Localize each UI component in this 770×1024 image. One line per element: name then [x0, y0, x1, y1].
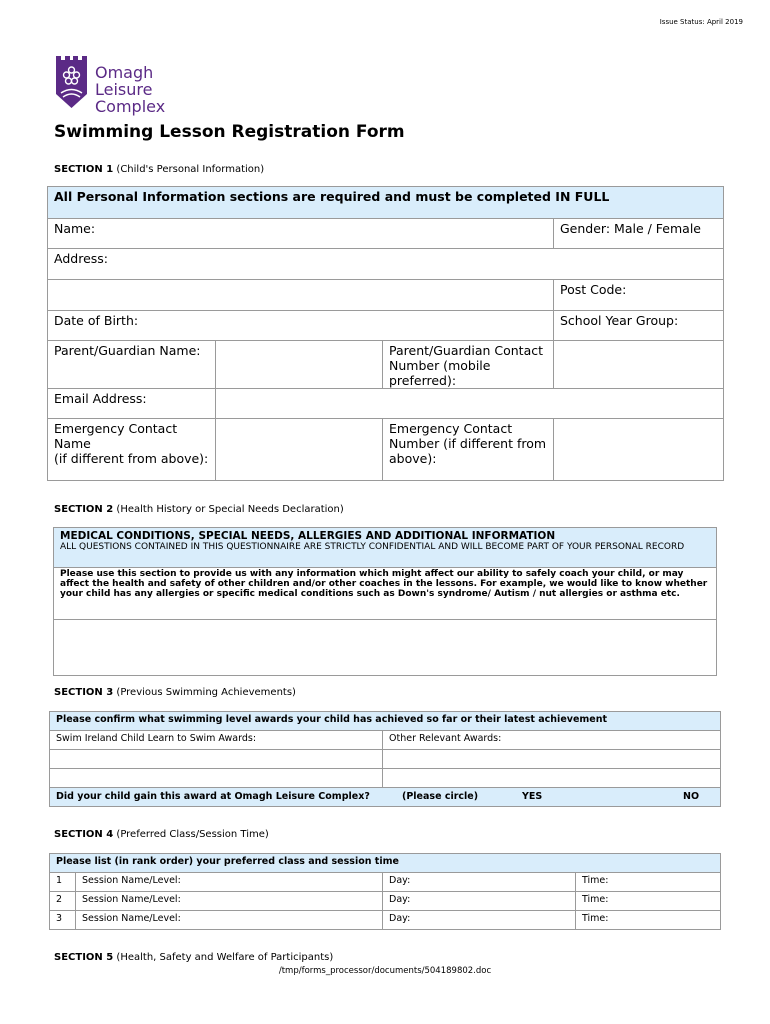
section-5-heading — [54, 952, 333, 963]
address-label: Address: — [54, 251, 108, 266]
document-path: /tmp/forms_processor/documents/504189802.doc — [278, 966, 492, 976]
personal-info-header: All Personal Information sections are required and must be completed IN FULL — [48, 187, 724, 219]
parent-name-label-cell — [48, 341, 216, 389]
time-field[interactable] — [576, 892, 721, 911]
day-field[interactable] — [383, 911, 576, 930]
gender-label: Gender: Male / Female — [560, 221, 701, 236]
personal-info-table — [47, 186, 724, 481]
section-5-desc: (Health, Safety and Welfare of Participants) — [113, 952, 334, 963]
section-1-label: SECTION 1 — [54, 164, 114, 175]
day-label: Day: — [389, 894, 411, 905]
section-1-heading — [54, 164, 264, 175]
page-title: Swimming Lesson Registration Form — [54, 122, 405, 142]
rank-number: 2 — [50, 892, 76, 911]
awards-table — [49, 711, 721, 807]
session-name-label: Session Name/Level: — [82, 875, 181, 886]
time-label: Time: — [582, 875, 609, 886]
address-field-end[interactable] — [554, 249, 724, 280]
day-label: Day: — [389, 913, 411, 924]
time-field[interactable] — [576, 873, 721, 892]
day-field[interactable] — [383, 892, 576, 911]
name-label: Name: — [54, 221, 96, 236]
no-option[interactable]: NO — [683, 791, 700, 802]
section-2-heading — [54, 504, 344, 515]
section-4-label: SECTION 4 — [54, 829, 114, 840]
session-name-label: Session Name/Level: — [82, 913, 181, 924]
awards-header: Please confirm what swimming level awards your child has achieved so far or their latest achievement — [50, 712, 721, 731]
post-code-label: Post Code: — [560, 282, 627, 297]
yes-option[interactable]: YES — [522, 791, 543, 802]
swim-ireland-awards-input[interactable] — [50, 750, 383, 769]
award-at-olc-question — [50, 788, 721, 807]
medical-header-sub: ALL QUESTIONS CONTAINED IN THIS QUESTIONNAIRE ARE STRICTLY CONFIDENTIAL AND WILL BECOME PART OF YOUR PERSONAL RECORD — [60, 542, 685, 552]
emergency-number-input[interactable] — [554, 419, 724, 481]
session-name-field[interactable] — [76, 911, 383, 930]
parent-contact-label-cell — [383, 341, 554, 389]
day-field[interactable] — [383, 873, 576, 892]
emergency-name-label: Emergency Contact Name (if different from above): — [48, 419, 216, 481]
parent-contact-input[interactable] — [554, 341, 724, 389]
session-preferences-table — [49, 853, 721, 930]
post-code-field[interactable] — [554, 280, 724, 311]
medical-table — [53, 527, 717, 676]
address-field[interactable] — [48, 249, 554, 280]
email-label: Email Address: — [54, 391, 147, 406]
section-5-label: SECTION 5 — [54, 952, 114, 963]
rank-number: 1 — [50, 873, 76, 892]
school-year-label: School Year Group: — [560, 313, 679, 328]
session-row — [50, 892, 721, 911]
parent-contact-label: Parent/Guardian Contact Number (mobile preferred): — [389, 343, 544, 388]
swim-ireland-awards-input-2[interactable] — [50, 769, 383, 788]
emergency-number-label-cell — [383, 419, 554, 481]
time-field[interactable] — [576, 911, 721, 930]
section-4-heading — [54, 829, 269, 840]
section-3-desc: (Previous Swimming Achievements) — [113, 687, 296, 698]
session-name-field[interactable] — [76, 892, 383, 911]
swim-ireland-awards-label: Swim Ireland Child Learn to Swim Awards: — [56, 733, 257, 744]
other-awards-label: Other Relevant Awards: — [389, 733, 502, 744]
address-line-2[interactable] — [48, 280, 554, 311]
emergency-name-input[interactable] — [216, 419, 383, 481]
gender-field[interactable] — [554, 219, 724, 249]
time-label: Time: — [582, 913, 609, 924]
swim-ireland-awards-cell — [50, 731, 383, 750]
medical-header — [54, 528, 717, 568]
parent-name-label: Parent/Guardian Name: — [54, 343, 201, 358]
section-4-desc: (Preferred Class/Session Time) — [113, 829, 269, 840]
dob-label: Date of Birth: — [54, 313, 139, 328]
session-name-label: Session Name/Level: — [82, 894, 181, 905]
section-2-label: SECTION 2 — [54, 504, 114, 515]
dob-field[interactable] — [48, 311, 554, 341]
medical-info-input[interactable] — [54, 620, 717, 676]
session-header: Please list (in rank order) your preferred class and session time — [50, 854, 721, 873]
medical-instructions: Please use this section to provide us with any information which might affect our ability to safely coach your child, or may affect the health and safety of other children and/or other coaches in the lessons. For example, we would like to know whether your child has any allergies or specific medical conditions such as Down's syndrome/ Autism / nut allergies or asthma etc. — [54, 568, 717, 620]
section-1-desc: (Child's Personal Information) — [113, 164, 265, 175]
session-row — [50, 911, 721, 930]
castle-crest-icon — [55, 56, 88, 108]
please-circle: (Please circle) — [402, 791, 479, 802]
session-row — [50, 873, 721, 892]
email-label-cell — [48, 389, 216, 419]
section-3-label: SECTION 3 — [54, 687, 114, 698]
other-awards-input-2[interactable] — [383, 769, 721, 788]
issue-status: Issue Status: April 2019 — [659, 18, 743, 26]
section-3-heading — [54, 687, 296, 698]
name-field[interactable] — [48, 219, 554, 249]
award-question: Did your child gain this award at Omagh Leisure Complex? — [56, 791, 370, 802]
medical-header-title: MEDICAL CONDITIONS, SPECIAL NEEDS, ALLERGIES AND ADDITIONAL INFORMATION — [60, 530, 556, 542]
rank-number: 3 — [50, 911, 76, 930]
school-year-field[interactable] — [554, 311, 724, 341]
logo-line-1: Omagh — [95, 63, 154, 82]
other-awards-input[interactable] — [383, 750, 721, 769]
parent-name-input[interactable] — [216, 341, 383, 389]
section-2-desc: (Health History or Special Needs Declaration) — [113, 504, 344, 515]
email-input[interactable] — [216, 389, 724, 419]
logo-line-2: Leisure Complex — [95, 80, 166, 116]
emergency-number-label: Emergency Contact Number (if different from above): — [389, 421, 547, 466]
other-awards-cell — [383, 731, 721, 750]
session-name-field[interactable] — [76, 873, 383, 892]
time-label: Time: — [582, 894, 609, 905]
day-label: Day: — [389, 875, 411, 886]
logo — [55, 56, 225, 116]
